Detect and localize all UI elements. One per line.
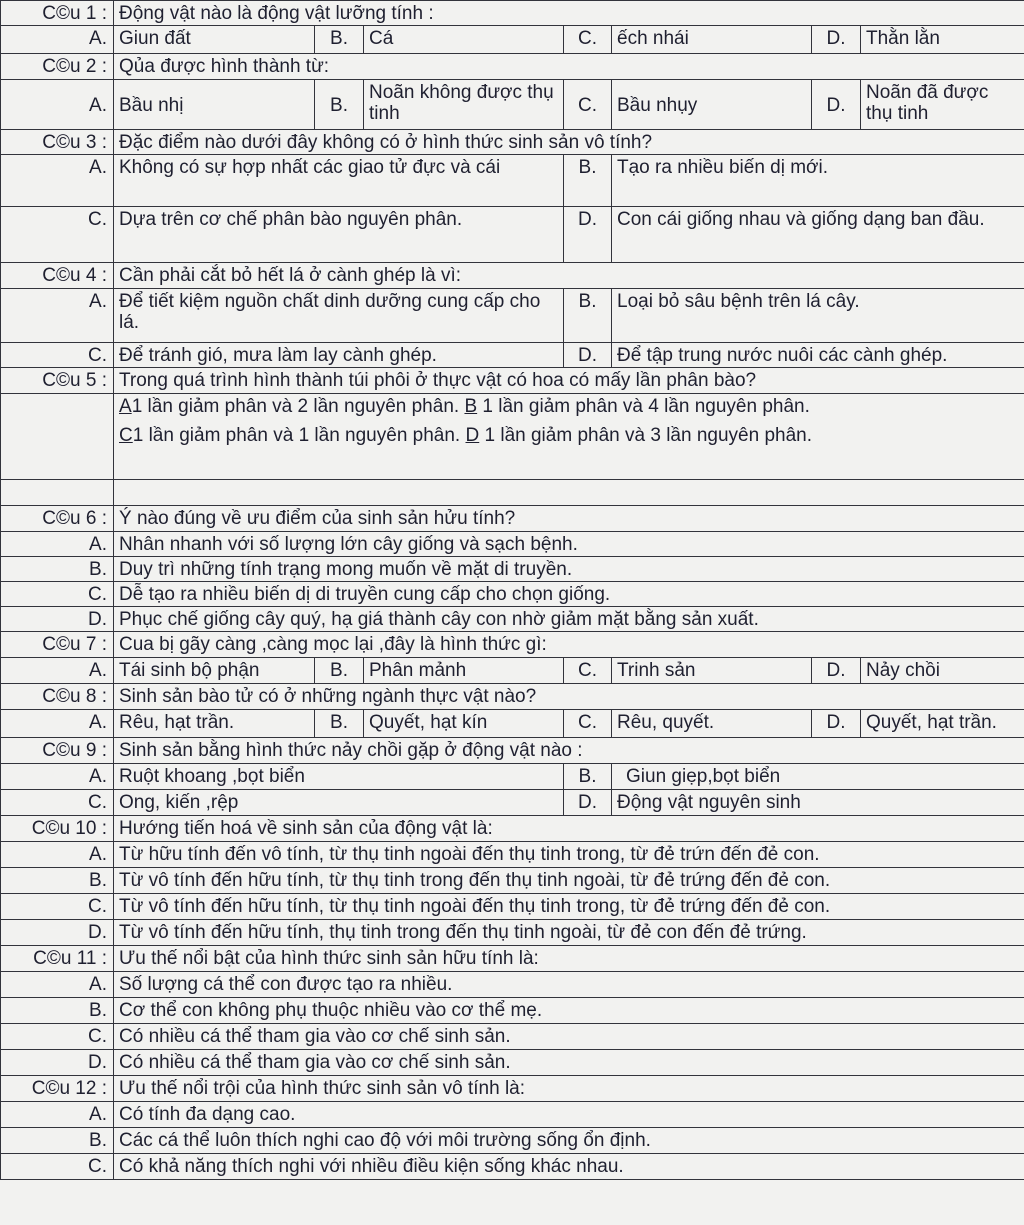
option-letter: B.: [1, 998, 114, 1024]
question-label: C©u 1 :: [1, 1, 114, 26]
question-label: C©u 11 :: [1, 946, 114, 972]
option-row: [1, 155, 1024, 207]
option-letter: D.: [812, 80, 861, 130]
option-letter: D.: [1, 607, 114, 632]
option-letter: A.: [1, 764, 114, 790]
option-text: Động vật nguyên sinh: [612, 790, 1024, 816]
option-text: Từ hữu tính đến vô tính, từ thụ tinh ngoài đến thụ tinh trong, từ đẻ trứn đến đẻ con.: [114, 842, 1024, 868]
option-letter: C: [119, 425, 133, 446]
option-text: Nảy chồi: [861, 658, 1024, 684]
option-letter: D.: [812, 658, 861, 684]
question-label: C©u 6 :: [1, 506, 114, 532]
question-label: C©u 3 :: [1, 130, 114, 155]
question-row: [1, 263, 1024, 289]
option-row: [1, 289, 1024, 343]
option-text: 1 lần giảm phân và 2 lần nguyên phân.: [131, 396, 460, 417]
question-row: [1, 1076, 1024, 1102]
option-letter: B.: [564, 155, 612, 207]
option-row: [1, 557, 1024, 582]
option-letter: C.: [1, 1154, 114, 1180]
option-letter: B.: [1, 868, 114, 894]
question-row: [1, 946, 1024, 972]
option-text: Ruột khoang ,bọt biển: [114, 764, 564, 790]
option-letter: B.: [315, 26, 364, 54]
option-row: [1, 842, 1024, 868]
option-row: [1, 26, 1024, 54]
option-letter: D.: [812, 26, 861, 54]
option-row: [1, 1024, 1024, 1050]
option-letter: C.: [564, 658, 612, 684]
option-text: Noãn không được thụ tinh: [364, 80, 564, 130]
option-text: Rêu, hạt trần.: [114, 710, 315, 738]
option-row: [1, 972, 1024, 998]
option-letter: C.: [1, 343, 114, 368]
question-text: Ý nào đúng về ưu điểm của sinh sản hửu tính?: [114, 506, 1024, 532]
option-text: Tái sinh bộ phận: [114, 658, 315, 684]
option-row: [1, 894, 1024, 920]
option-text: 1 lần giảm phân và 4 lần nguyên phân.: [482, 396, 810, 417]
option-letter: B.: [315, 80, 364, 130]
option-row: [1, 207, 1024, 263]
option-letter: A.: [1, 842, 114, 868]
option-letter: C.: [564, 710, 612, 738]
question-text: Sinh sản bằng hình thức nảy chồi gặp ở động vật nào :: [114, 738, 1024, 764]
question-text: Sinh sản bào tử có ở những ngành thực vật nào?: [114, 684, 1024, 710]
option-text: Để tập trung nước nuôi các cành ghép.: [612, 343, 1024, 368]
option-text: Có khả năng thích nghi với nhiều điều kiện sống khác nhau.: [114, 1154, 1024, 1180]
option-text: Dễ tạo ra nhiều biến dị di truyền cung cấp cho chọn giống.: [114, 582, 1024, 607]
option-row: [1, 1128, 1024, 1154]
option-letter: D.: [812, 710, 861, 738]
option-text: Quyết, hạt trần.: [861, 710, 1024, 738]
option-letter: B: [464, 396, 478, 417]
question-row: [1, 1, 1024, 26]
option-letter: C.: [1, 894, 114, 920]
option-text: Giun giẹp,bọt biển: [612, 764, 1024, 790]
option-letter: D.: [564, 790, 612, 816]
inline-options-line: [119, 396, 1019, 417]
empty-cell: [1, 480, 114, 506]
option-text: Bầu nhụy: [612, 80, 812, 130]
option-text: Có tính đa dạng cao.: [114, 1102, 1024, 1128]
option-row: [1, 710, 1024, 738]
option-text: Thằn lằn: [861, 26, 1024, 54]
option-letter: B.: [564, 764, 612, 790]
empty-cell: [114, 480, 1024, 506]
option-text: Giun đất: [114, 26, 315, 54]
option-letter: B.: [1, 1128, 114, 1154]
option-text: Tạo ra nhiều biến dị mới.: [612, 155, 1024, 207]
question-row: [1, 684, 1024, 710]
option-letter: C.: [1, 582, 114, 607]
option-text: Không có sự hợp nhất các giao tử đực và cái: [114, 155, 564, 207]
option-row: [1, 343, 1024, 368]
option-text: Loại bỏ sâu bệnh trên lá cây.: [612, 289, 1024, 343]
option-letter: C.: [1, 1024, 114, 1050]
question-row: [1, 816, 1024, 842]
option-text: Để tránh gió, mưa làm lay cành ghép.: [114, 343, 564, 368]
question-label: C©u 12 :: [1, 1076, 114, 1102]
option-letter: D.: [1, 1050, 114, 1076]
question-row: [1, 130, 1024, 155]
option-letter: A.: [1, 289, 114, 343]
question-text: Động vật nào là động vật lưỡng tính :: [114, 1, 1024, 26]
option-letter: A.: [1, 80, 114, 130]
option-text: ếch nhái: [612, 26, 812, 54]
option-text: Cơ thể con không phụ thuộc nhiều vào cơ thể mẹ.: [114, 998, 1024, 1024]
option-row: [1, 607, 1024, 632]
option-text: Từ vô tính đến hữu tính, từ thụ tinh ngoài đến thụ tinh trong, từ đẻ trứng đến đẻ con.: [114, 894, 1024, 920]
option-letter: A: [119, 396, 132, 417]
option-row: [1, 582, 1024, 607]
question-row: [1, 368, 1024, 394]
option-text: Từ vô tính đến hữu tính, thụ tinh trong đến thụ tinh ngoài, từ đẻ con đến đẻ trứng.: [114, 920, 1024, 946]
option-text: Quyết, hạt kín: [364, 710, 564, 738]
option-letter: B.: [1, 557, 114, 582]
option-letter: D.: [1, 920, 114, 946]
option-letter: B.: [564, 289, 612, 343]
option-text: Các cá thể luôn thích nghi cao độ với môi trường sống ổn định.: [114, 1128, 1024, 1154]
option-letter: C.: [564, 26, 612, 54]
option-text: Ong, kiến ,rệp: [114, 790, 564, 816]
option-letter: D.: [564, 343, 612, 368]
question-label: C©u 9 :: [1, 738, 114, 764]
option-text: Con cái giống nhau và giống dạng ban đầu.: [612, 207, 1024, 263]
option-letter: C.: [1, 790, 114, 816]
option-text: Phân mảnh: [364, 658, 564, 684]
option-text: Có nhiều cá thể tham gia vào cơ chế sinh sản.: [114, 1050, 1024, 1076]
question-label: C©u 5 :: [1, 368, 114, 394]
option-letter: A.: [1, 658, 114, 684]
option-text: Duy trì những tính trạng mong muốn về mặt di truyền.: [114, 557, 1024, 582]
question-row: [1, 54, 1024, 80]
option-letter: A.: [1, 1102, 114, 1128]
option-letter: C.: [564, 80, 612, 130]
question-row: [1, 632, 1024, 658]
option-row: [1, 920, 1024, 946]
option-letter: A.: [1, 155, 114, 207]
question-label: C©u 10 :: [1, 816, 114, 842]
option-letter: A.: [1, 972, 114, 998]
spacer-row: [1, 480, 1024, 506]
option-text: 1 lần giảm phân và 1 lần nguyên phân.: [132, 425, 461, 446]
option-letter: A.: [1, 710, 114, 738]
question-text: Ưu thế nổi bật của hình thức sinh sản hữu tính là:: [114, 946, 1024, 972]
option-text: Rêu, quyết.: [612, 710, 812, 738]
option-text: 1 lần giảm phân và 3 lần nguyên phân.: [484, 425, 812, 446]
inline-options-line: [119, 425, 1019, 446]
option-letter: A.: [1, 532, 114, 557]
question-text: Ưu thế nổi trội của hình thức sinh sản vô tính là:: [114, 1076, 1024, 1102]
option-text: Có nhiều cá thể tham gia vào cơ chế sinh sản.: [114, 1024, 1024, 1050]
option-row: [1, 998, 1024, 1024]
question-label: C©u 4 :: [1, 263, 114, 289]
option-row: [1, 658, 1024, 684]
option-text: Nhân nhanh với số lượng lớn cây giống và sạch bệnh.: [114, 532, 1024, 557]
option-letter: B.: [315, 710, 364, 738]
option-letter: A.: [1, 26, 114, 54]
option-row: [1, 790, 1024, 816]
question-text: Cua bị gãy càng ,càng mọc lại ,đây là hình thức gì:: [114, 632, 1024, 658]
option-letter: D.: [564, 207, 612, 263]
question-text: Qủa được hình thành từ:: [114, 54, 1024, 80]
option-row: [1, 1050, 1024, 1076]
empty-cell: [1, 394, 114, 480]
question-text: Trong quá trình hình thành túi phôi ở thực vật có hoa có mấy lần phân bào?: [114, 368, 1024, 394]
option-text: Trinh sản: [612, 658, 812, 684]
option-letter: C.: [1, 207, 114, 263]
option-text: Từ vô tính đến hữu tính, từ thụ tinh trong đến thụ tinh ngoài, từ đẻ trứng đến đẻ con.: [114, 868, 1024, 894]
option-row: [1, 80, 1024, 130]
question-text: Hướng tiến hoá về sinh sản của động vật là:: [114, 816, 1024, 842]
option-row: [1, 394, 1024, 480]
option-text: Phục chế giống cây quý, hạ giá thành cây con nhờ giảm mặt bằng sản xuất.: [114, 607, 1024, 632]
option-row: [1, 764, 1024, 790]
option-row: [1, 1102, 1024, 1128]
option-row: [1, 868, 1024, 894]
option-text: Bầu nhị: [114, 80, 315, 130]
question-label: C©u 8 :: [1, 684, 114, 710]
option-letter: B.: [315, 658, 364, 684]
option-text: Số lượng cá thể con được tạo ra nhiều.: [114, 972, 1024, 998]
question-row: [1, 506, 1024, 532]
question-text: Cần phải cắt bỏ hết lá ở cành ghép là vì:: [114, 263, 1024, 289]
question-label: C©u 7 :: [1, 632, 114, 658]
question-label: C©u 2 :: [1, 54, 114, 80]
question-text: Đặc điểm nào dưới đây không có ở hình thức sinh sản vô tính?: [114, 130, 1024, 155]
question-row: [1, 738, 1024, 764]
option-text: Cá: [364, 26, 564, 54]
option-row: [1, 1154, 1024, 1180]
option-text: Noãn đã được thụ tinh: [861, 80, 1024, 130]
option-text: Dựa trên cơ chế phân bào nguyên phân.: [114, 207, 564, 263]
option-letter: D: [465, 425, 480, 446]
option-row: [1, 532, 1024, 557]
inline-options: [114, 394, 1024, 480]
option-text: Để tiết kiệm nguồn chất dinh dưỡng cung cấp cho lá.: [114, 289, 564, 343]
